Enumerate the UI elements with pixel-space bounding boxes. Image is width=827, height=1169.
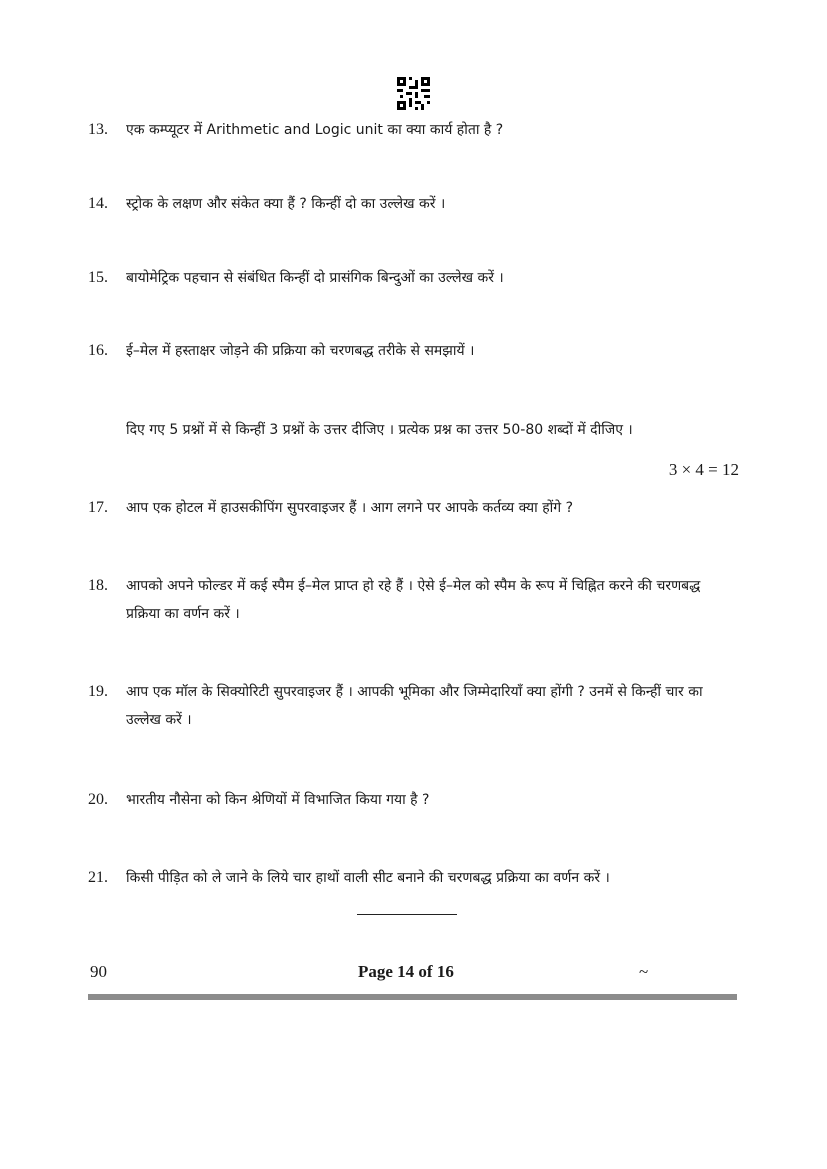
- question-17: [88, 494, 728, 522]
- question-number: 16.: [88, 342, 108, 359]
- question-text: एक कम्प्यूटर में Arithmetic and Logic unit का क्या कार्य होता है ?: [126, 122, 504, 138]
- question-number: 19.: [88, 683, 108, 700]
- section-marks: 3 × 4 = 12: [668, 460, 739, 479]
- question-number: 21.: [88, 869, 108, 886]
- end-divider: [357, 914, 457, 915]
- question-21: [88, 864, 728, 892]
- question-text: आप एक मॉल के सिक्योरिटी सुपरवाइजर हैं । आपकी भूमिका और जिम्मेदारियाँ क्या होंगी ? उनमें से किन्हीं चार का उल्लेख करें ।: [126, 684, 703, 728]
- question-14: [88, 190, 728, 218]
- question-number: 14.: [88, 195, 108, 212]
- question-number: 18.: [88, 577, 108, 594]
- question-text: भारतीय नौसेना को किन श्रेणियों में विभाजित किया गया है ?: [126, 792, 430, 808]
- footer-paper-code: 90: [90, 962, 107, 981]
- question-text: आप एक होटल में हाउसकीपिंग सुपरवाइजर हैं । आग लगने पर आपके कर्तव्य क्या होंगे ?: [126, 500, 574, 516]
- question-text: स्ट्रोक के लक्षण और संकेत क्या हैं ? किन्हीं दो का उल्लेख करें ।: [126, 196, 446, 212]
- question-number: 17.: [88, 499, 108, 516]
- question-number: 20.: [88, 791, 108, 808]
- question-20: [88, 786, 728, 814]
- question-19: [88, 678, 728, 734]
- footer-bar: [88, 994, 737, 1000]
- question-15: [88, 264, 728, 292]
- question-number: 15.: [88, 269, 108, 286]
- question-text: ई–मेल में हस्ताक्षर जोड़ने की प्रक्रिया को चरणबद्ध तरीके से समझायें ।: [126, 343, 475, 359]
- qr-code: [397, 77, 430, 110]
- question-text: बायोमेट्रिक पहचान से संबंधित किन्हीं दो प्रासंगिक बिन्दुओं का उल्लेख करें ।: [126, 270, 504, 286]
- question-text: किसी पीड़ित को ले जाने के लिये चार हाथों वाली सीट बनाने की चरणबद्ध प्रक्रिया का वर्णन करें ।: [126, 870, 610, 886]
- question-13: [88, 116, 728, 144]
- footer-mark: ~: [639, 962, 649, 981]
- footer-page-number: Page 14 of 16: [358, 962, 454, 981]
- question-18: [88, 572, 728, 628]
- question-text: आपको अपने फोल्डर में कई स्पैम ई–मेल प्राप्त हो रहे हैं । ऐसे ई–मेल को स्पैम के रूप में चिह्नित करने की चरणबद्ध प्रक्रिया का वर्णन करें ।: [126, 578, 701, 622]
- question-16: [88, 337, 728, 365]
- question-number: 13.: [88, 121, 108, 138]
- section-instruction: दिए गए 5 प्रश्नों में से किन्हीं 3 प्रश्नों के उत्तर दीजिए । प्रत्येक प्रश्न का उत्तर 50-80 शब्दों में दीजिए ।: [126, 422, 633, 438]
